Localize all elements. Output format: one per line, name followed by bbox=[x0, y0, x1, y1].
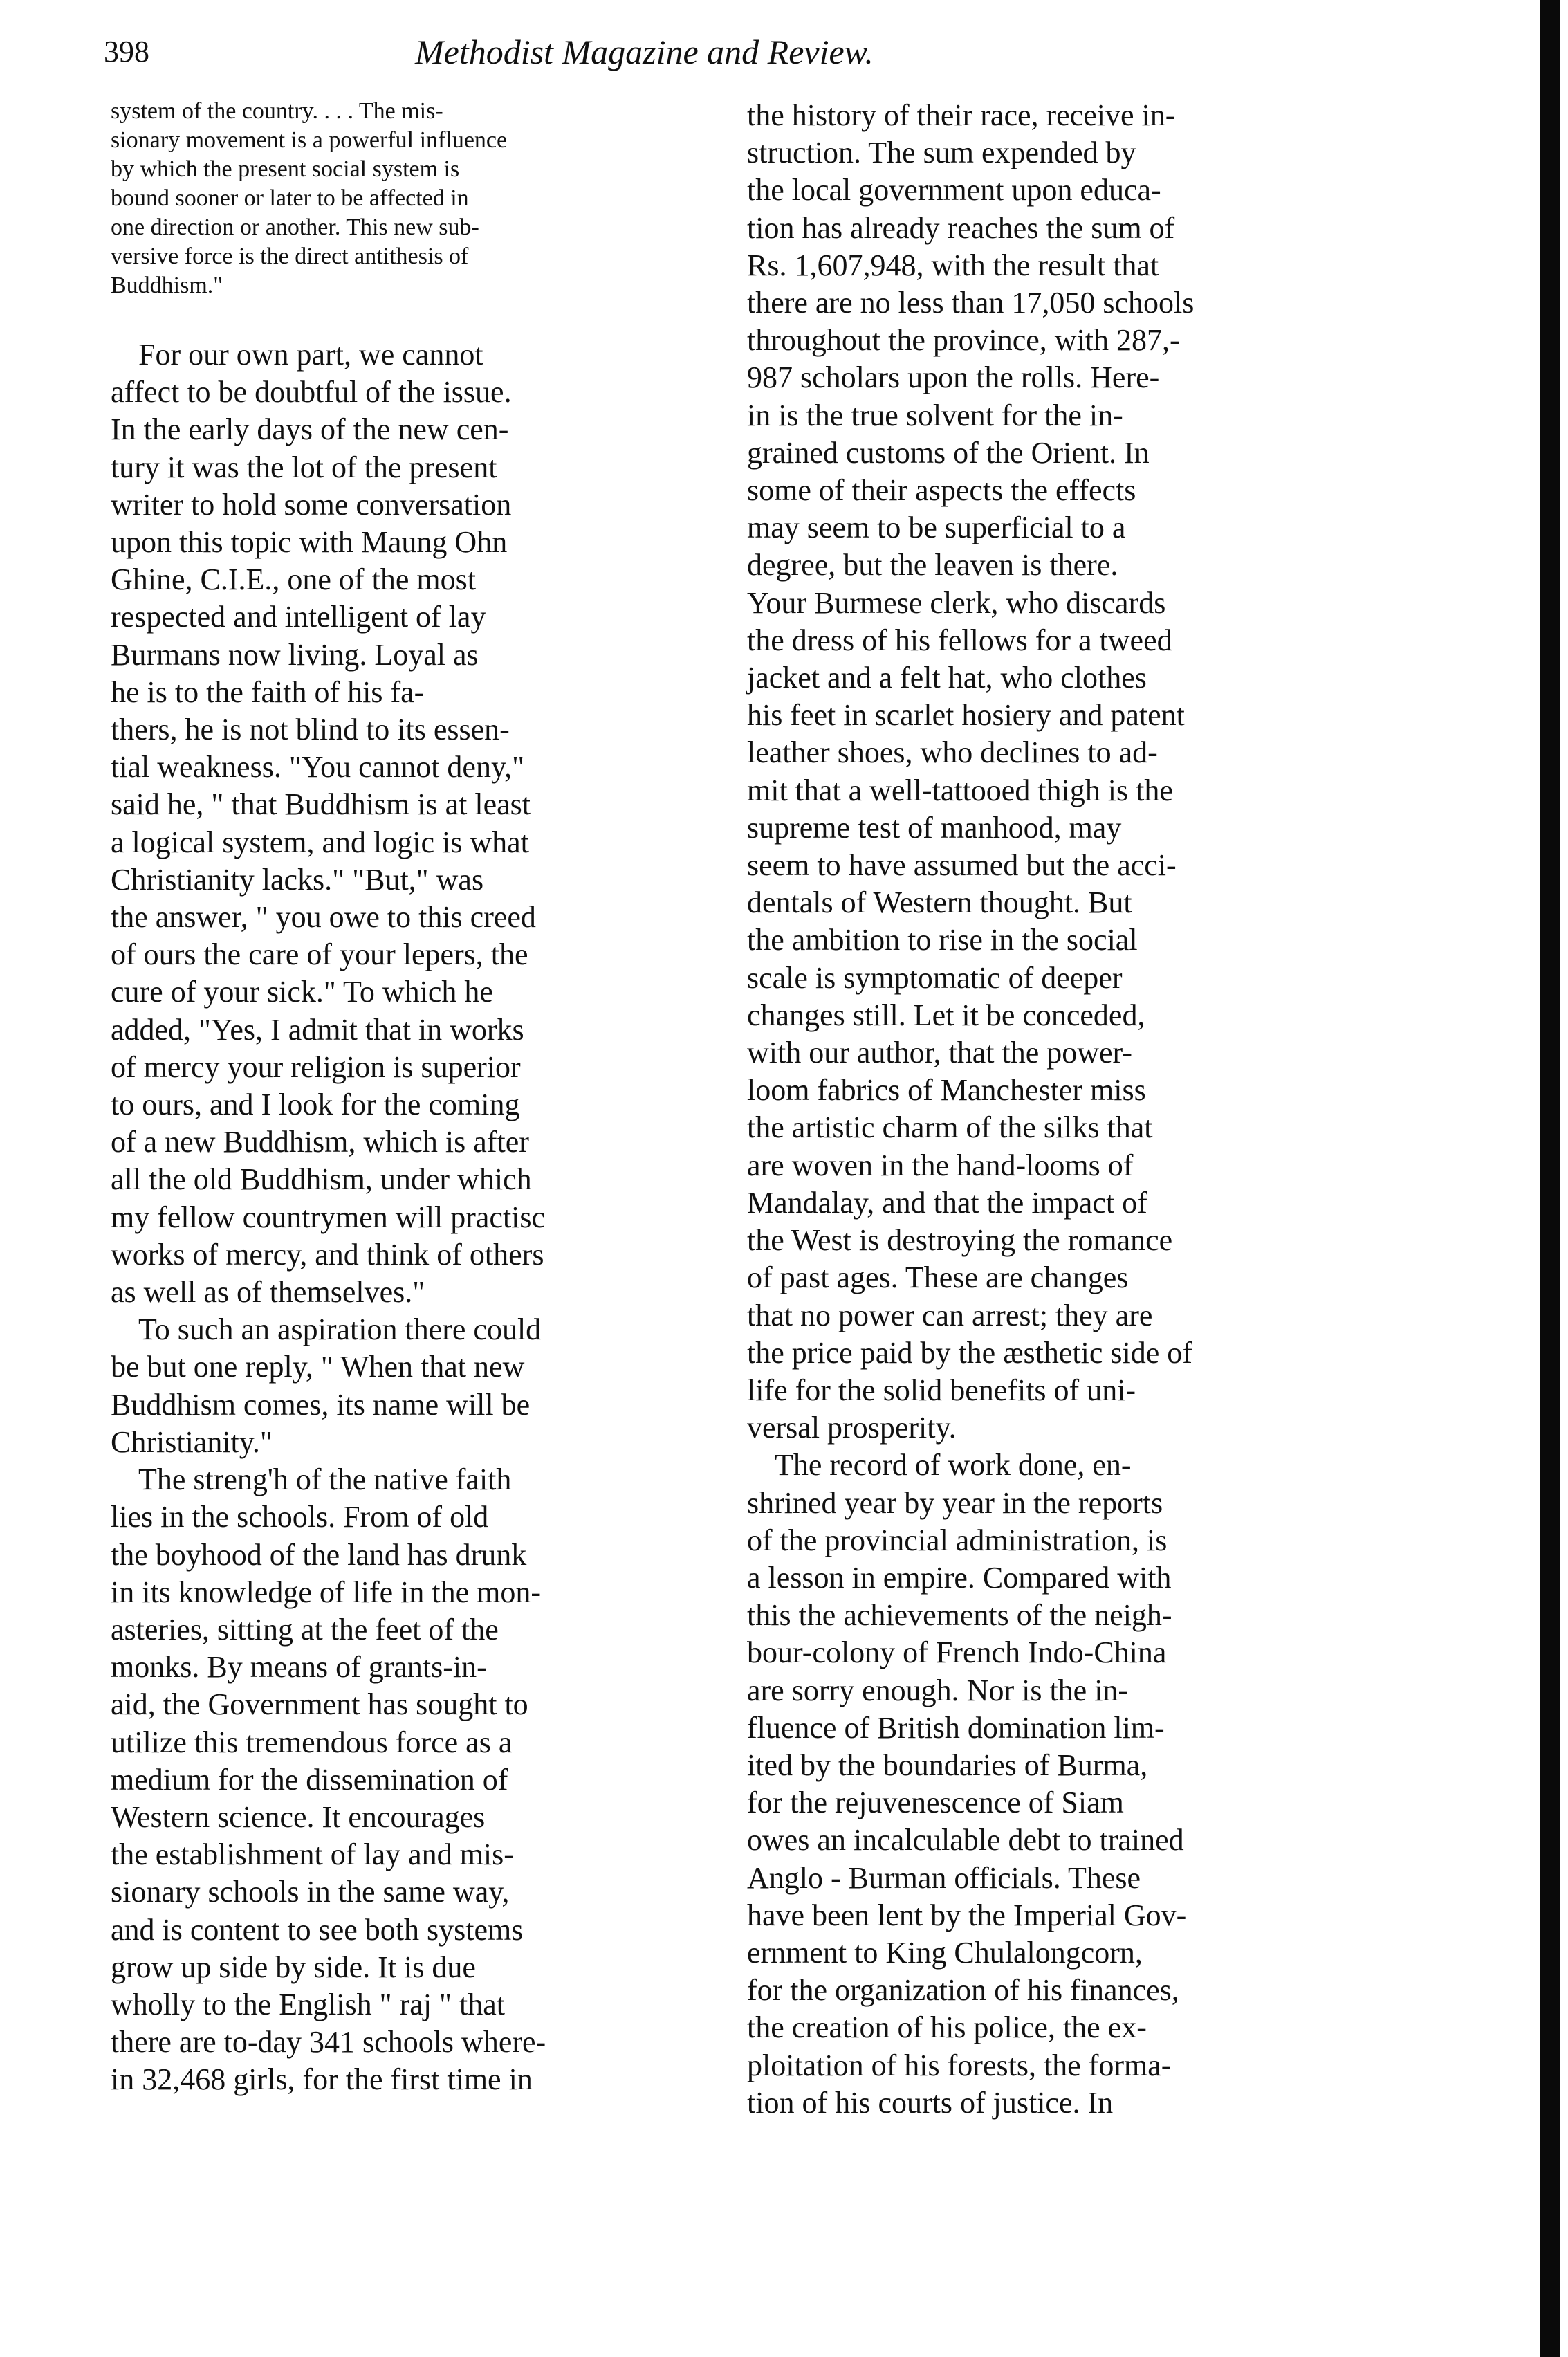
text-line: struction. The sum expended by bbox=[747, 136, 1136, 170]
text-line: jacket and a felt hat, who clothes bbox=[747, 661, 1147, 695]
text-line: all the old Buddhism, under which bbox=[111, 1162, 532, 1197]
block-quote bbox=[111, 97, 719, 300]
text-line: medium for the dissemination of bbox=[111, 1762, 508, 1797]
text-line: shrined year by year in the reports bbox=[747, 1485, 1163, 1520]
text-line: tury it was the lot of the present bbox=[111, 450, 497, 484]
text-line: changes still. Let it be conceded, bbox=[747, 998, 1145, 1032]
text-line: the local government upon educa- bbox=[747, 173, 1161, 208]
text-line: throughout the province, with 287,- bbox=[747, 323, 1180, 358]
page-number: 398 bbox=[104, 35, 149, 68]
page-header bbox=[104, 28, 1335, 83]
text-line: affect to be doubtful of the issue. bbox=[111, 375, 512, 410]
text-line: fluence of British domination lim- bbox=[747, 1710, 1165, 1745]
left-column bbox=[111, 97, 719, 2099]
text-line: respected and intelligent of lay bbox=[111, 600, 486, 634]
text-line: the ambition to rise in the social bbox=[747, 923, 1138, 957]
text-line: Christianity." bbox=[111, 1424, 273, 1459]
text-line: the West is destroying the romance bbox=[747, 1223, 1173, 1258]
text-line: by which the present social system is bbox=[111, 156, 460, 182]
text-line: To such an aspiration there could bbox=[138, 1312, 542, 1347]
text-line: Anglo - Burman officials. These bbox=[747, 1860, 1141, 1895]
text-line: and is content to see both systems bbox=[111, 1912, 524, 1947]
text-line: seem to have assumed but the acci- bbox=[747, 848, 1177, 883]
text-line: versal prosperity. bbox=[747, 1411, 957, 1445]
text-line: utilize this tremendous force as a bbox=[111, 1725, 513, 1759]
scan-binding-shadow bbox=[1540, 0, 1560, 2357]
text-line: dentals of Western thought. But bbox=[747, 886, 1132, 920]
paragraph-aspiration-reply bbox=[111, 1311, 719, 1461]
text-line: of the provincial administration, is bbox=[747, 1523, 1168, 1557]
text-line: this the achievements of the neigh- bbox=[747, 1598, 1172, 1633]
text-line: my fellow countrymen will practisc bbox=[111, 1200, 546, 1234]
text-line: said he, " that Buddhism is at least bbox=[111, 787, 531, 822]
paragraph-maung-ohn-ghine bbox=[111, 336, 719, 1311]
text-line: in is the true solvent for the in- bbox=[747, 398, 1123, 432]
text-line: as well as of themselves." bbox=[111, 1275, 425, 1310]
text-line: for the rejuvenescence of Siam bbox=[747, 1786, 1124, 1820]
text-line: grained customs of the Orient. In bbox=[747, 435, 1150, 470]
text-line: Ghine, C.I.E., one of the most bbox=[111, 562, 476, 597]
paragraph-education-spending bbox=[747, 97, 1356, 1447]
text-line: grow up side by side. It is due bbox=[111, 1950, 476, 1984]
text-line: some of their aspects the effects bbox=[747, 473, 1136, 508]
running-head: Methodist Magazine and Review. bbox=[415, 33, 874, 71]
text-line: the answer, " you owe to this creed bbox=[111, 900, 536, 935]
text-line: bour-colony of French Indo-China bbox=[747, 1635, 1167, 1670]
text-line: cure of your sick." To which he bbox=[111, 975, 493, 1009]
text-line: ernment to King Chulalongcorn, bbox=[747, 1935, 1143, 1970]
text-line: Mandalay, and that the impact of bbox=[747, 1185, 1147, 1220]
text-line: In the early days of the new cen- bbox=[111, 412, 509, 447]
text-line: Buddhism." bbox=[111, 273, 223, 298]
text-line: works of mercy, and think of others bbox=[111, 1237, 544, 1272]
text-line: degree, but the leaven is there. bbox=[747, 548, 1118, 583]
text-line: a lesson in empire. Compared with bbox=[747, 1560, 1172, 1595]
text-line: of past ages. These are changes bbox=[747, 1260, 1129, 1295]
text-line: tion has already reaches the sum of bbox=[747, 210, 1175, 245]
text-line: he is to the faith of his fa- bbox=[111, 675, 425, 709]
text-line: the boyhood of the land has drunk bbox=[111, 1537, 527, 1572]
text-line: the establishment of lay and mis- bbox=[111, 1837, 514, 1872]
text-line: aid, the Government has sought to bbox=[111, 1687, 528, 1722]
text-line: upon this topic with Maung Ohn bbox=[111, 525, 508, 560]
text-line: sionary movement is a powerful influence bbox=[111, 127, 508, 153]
text-line: have been lent by the Imperial Gov- bbox=[747, 1898, 1187, 1932]
text-line: of a new Buddhism, which is after bbox=[111, 1125, 529, 1159]
text-line: tial weakness. "You cannot deny," bbox=[111, 750, 525, 785]
paragraph-schools bbox=[111, 1461, 719, 2098]
text-line: of mercy your religion is superior bbox=[111, 1049, 521, 1084]
text-line: for the organization of his finances, bbox=[747, 1973, 1179, 2008]
text-line: loom fabrics of Manchester miss bbox=[747, 1073, 1146, 1108]
text-line: 987 scholars upon the rolls. Here- bbox=[747, 360, 1160, 395]
text-line: wholly to the English " raj " that bbox=[111, 1987, 505, 2021]
text-line: asteries, sitting at the feet of the bbox=[111, 1612, 499, 1647]
text-line: life for the solid benefits of uni- bbox=[747, 1373, 1136, 1407]
text-line: Buddhism comes, its name will be bbox=[111, 1387, 531, 1422]
text-line: monks. By means of grants-in- bbox=[111, 1650, 487, 1685]
text-line: the dress of his fellows for a tweed bbox=[747, 623, 1172, 657]
text-line: the history of their race, receive in- bbox=[747, 98, 1176, 132]
text-line: tion of his courts of justice. In bbox=[747, 2085, 1114, 2120]
text-line: the creation of his police, the ex- bbox=[747, 2010, 1147, 2045]
text-line: Western science. It encourages bbox=[111, 1799, 486, 1834]
text-line: be but one reply, " When that new bbox=[111, 1350, 525, 1384]
text-line: writer to hold some conversation bbox=[111, 487, 512, 522]
text-line: The streng'h of the native faith bbox=[138, 1462, 512, 1497]
text-line: lies in the schools. From of old bbox=[111, 1500, 489, 1534]
text-line: may seem to be superficial to a bbox=[747, 511, 1126, 545]
text-line: sionary schools in the same way, bbox=[111, 1875, 510, 1909]
text-line: thers, he is not blind to its essen- bbox=[111, 713, 510, 747]
text-line: The record of work done, en- bbox=[775, 1448, 1132, 1483]
text-line: ploitation of his forests, the forma- bbox=[747, 2048, 1172, 2082]
text-line: with our author, that the power- bbox=[747, 1036, 1132, 1070]
text-line: in its knowledge of life in the mon- bbox=[111, 1575, 541, 1609]
text-line: versive force is the direct antithesis of bbox=[111, 244, 469, 269]
text-line: of ours the care of your lepers, the bbox=[111, 937, 528, 972]
text-line: bound sooner or later to be affected in bbox=[111, 185, 469, 211]
text-line: the artistic charm of the silks that bbox=[747, 1110, 1153, 1145]
text-line: there are no less than 17,050 schools bbox=[747, 286, 1195, 320]
right-column bbox=[747, 97, 1356, 2122]
text-line: added, "Yes, I admit that in works bbox=[111, 1012, 524, 1047]
text-line: in 32,468 girls, for the first time in bbox=[111, 2062, 533, 2097]
text-line: that no power can arrest; they are bbox=[747, 1298, 1153, 1332]
text-line: For our own part, we cannot bbox=[138, 338, 483, 372]
text-line: one direction or another. This new sub- bbox=[111, 214, 479, 240]
text-line: owes an incalculable debt to trained bbox=[747, 1823, 1184, 1858]
text-line: Christianity lacks." "But," was bbox=[111, 862, 484, 897]
text-line: leather shoes, who declines to ad- bbox=[747, 735, 1158, 770]
text-line: his feet in scarlet hosiery and patent bbox=[747, 698, 1185, 733]
text-line: there are to-day 341 schools where- bbox=[111, 2025, 546, 2060]
text-line: are woven in the hand-looms of bbox=[747, 1148, 1134, 1182]
text-line: Rs. 1,607,948, with the result that bbox=[747, 248, 1159, 282]
text-line: are sorry enough. Nor is the in- bbox=[747, 1673, 1129, 1707]
paragraph-empire-record bbox=[747, 1447, 1356, 2122]
text-line: the price paid by the æsthetic side of bbox=[747, 1335, 1192, 1370]
text-line: supreme test of manhood, may bbox=[747, 810, 1122, 845]
text-line: system of the country. . . . The mis- bbox=[111, 98, 443, 124]
text-line: ited by the boundaries of Burma, bbox=[747, 1748, 1148, 1782]
text-line: Your Burmese clerk, who discards bbox=[747, 585, 1166, 620]
text-line: a logical system, and logic is what bbox=[111, 825, 529, 859]
text-line: scale is symptomatic of deeper bbox=[747, 960, 1123, 995]
text-line: mit that a well-tattooed thigh is the bbox=[747, 773, 1173, 807]
text-line: Burmans now living. Loyal as bbox=[111, 637, 479, 672]
scan-edge bbox=[1520, 0, 1568, 2357]
text-line: to ours, and I look for the coming bbox=[111, 1088, 520, 1122]
